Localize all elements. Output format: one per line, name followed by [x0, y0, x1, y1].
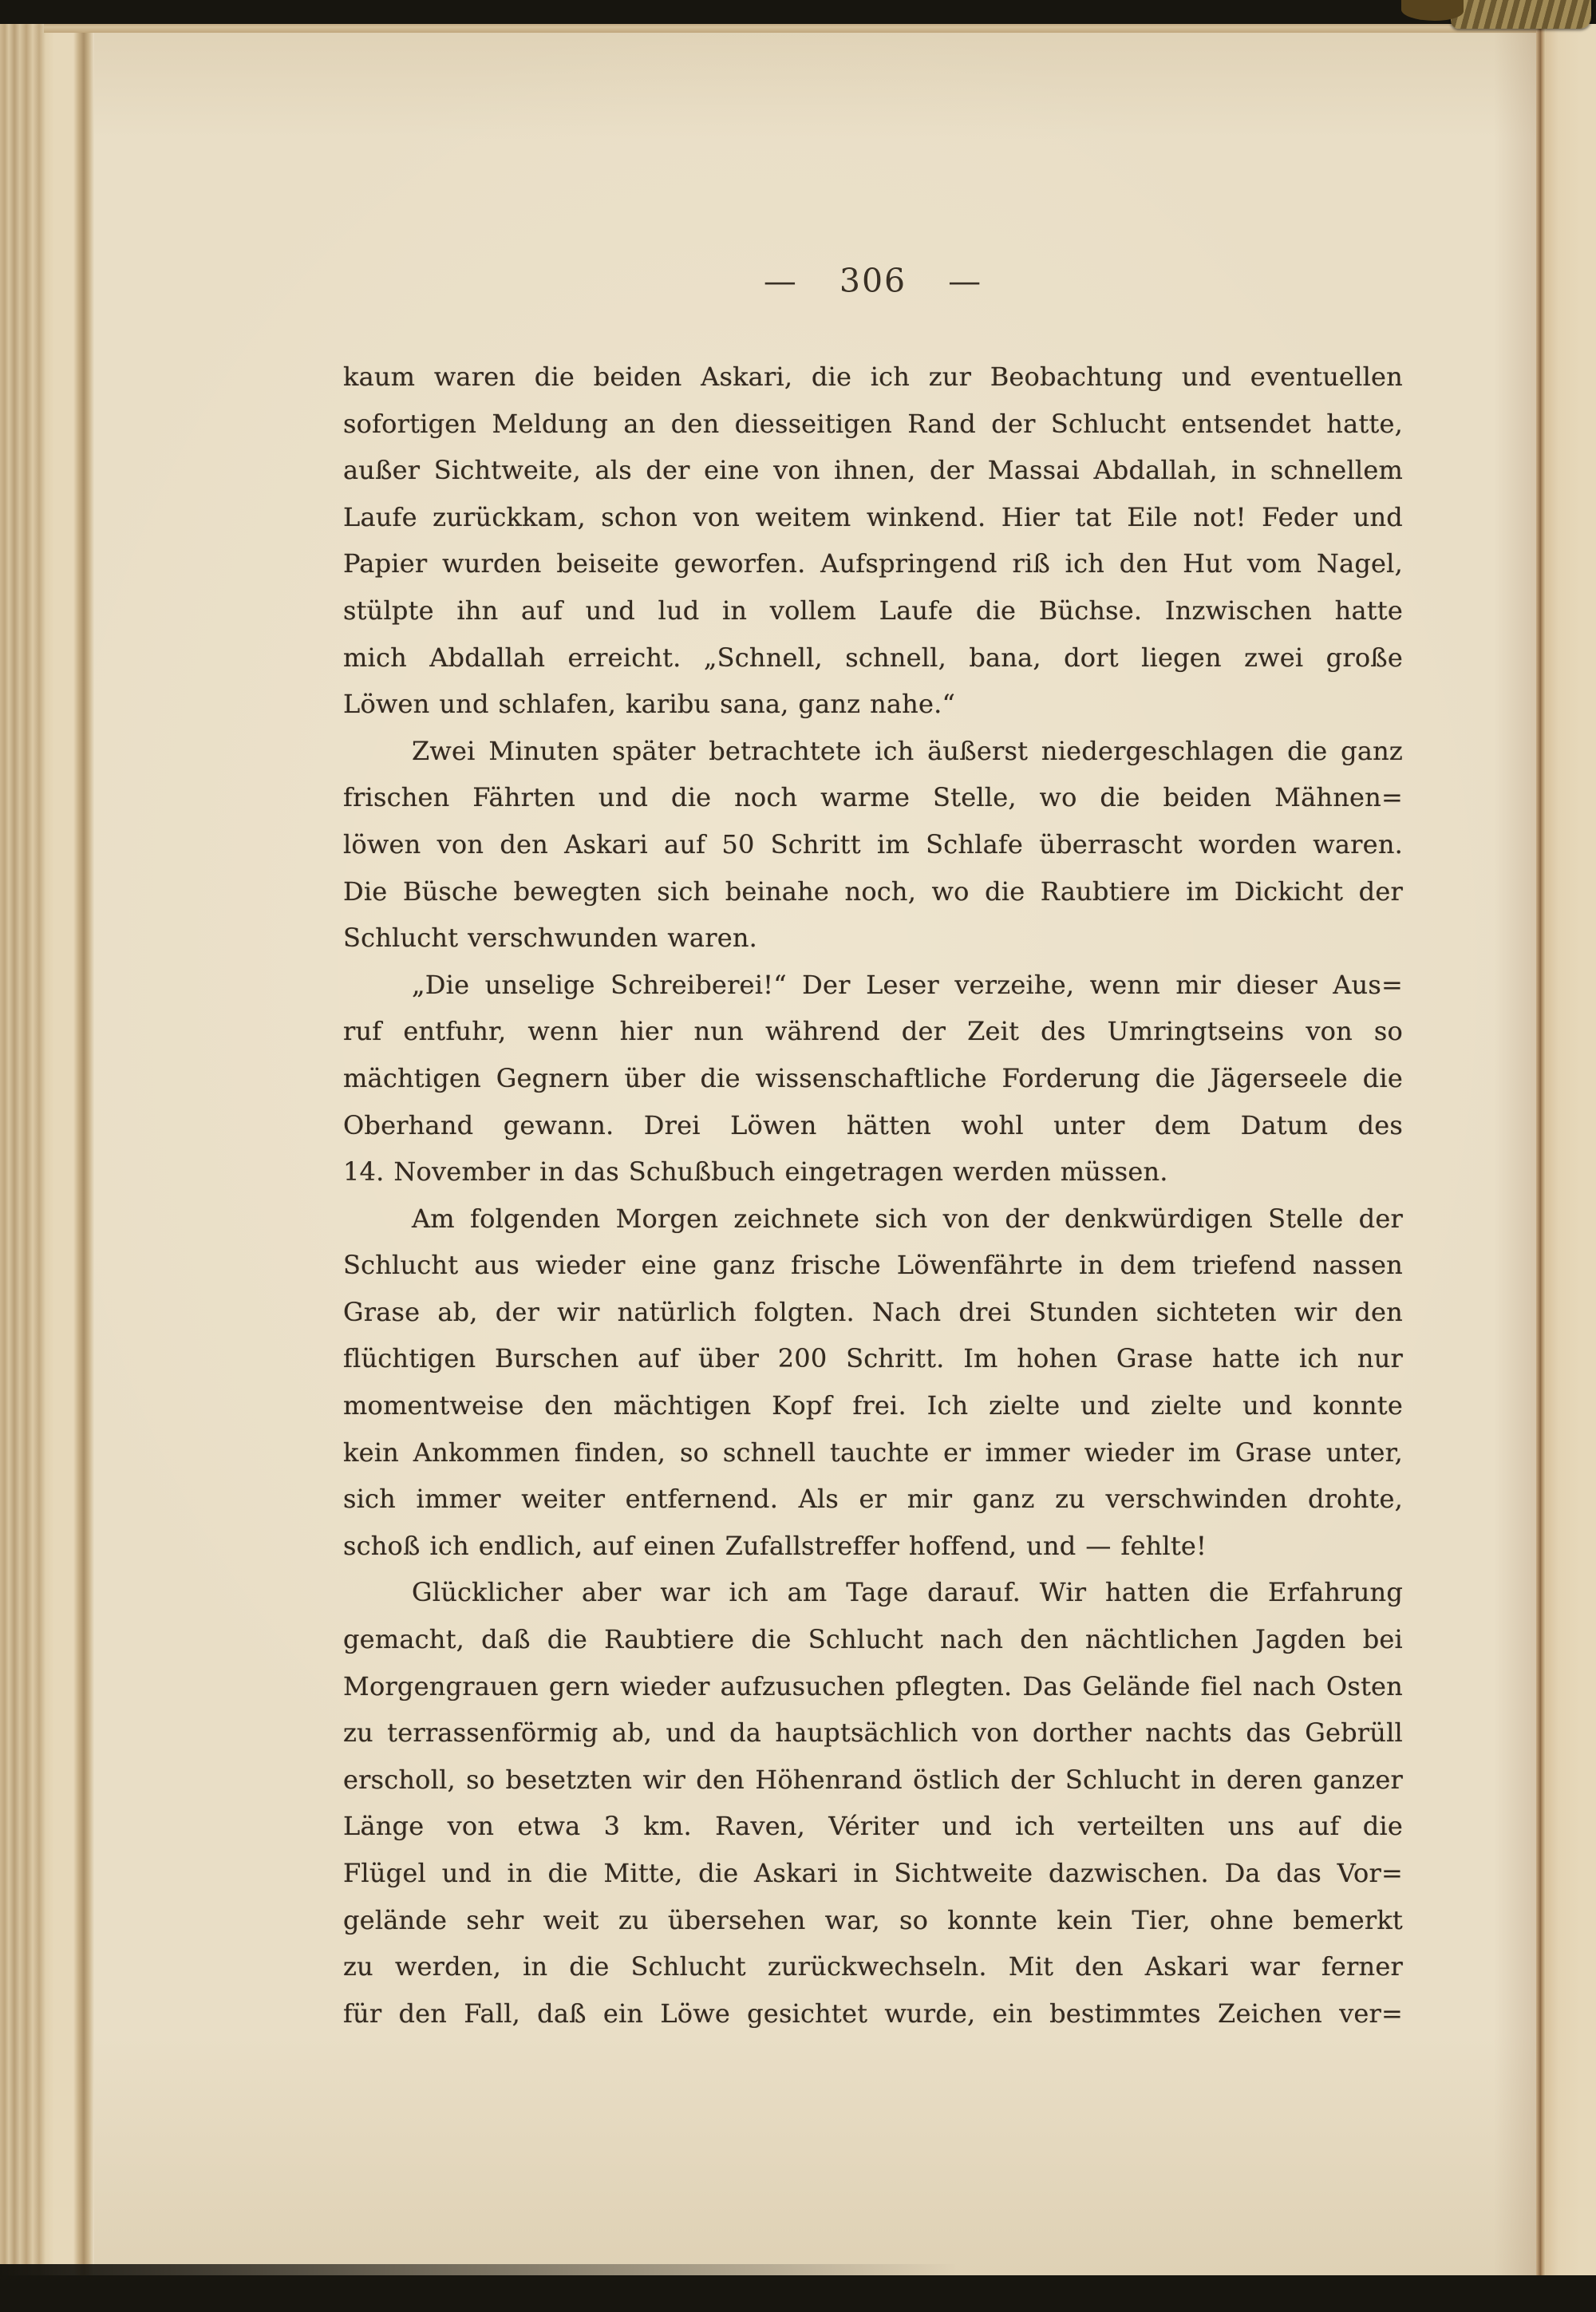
page-header — [343, 262, 1403, 300]
text-line: „Die unselige Schreiberei!“ Der Leser verzeihe, wenn mir dieser Aus= — [412, 969, 1403, 1000]
text-line: Papier wurden beiseite geworfen. Aufspringend riß ich den Hut vom Nagel, — [343, 548, 1403, 579]
text-line: löwen von den Askari auf 50 Schritt im Schlafe überrascht worden waren. — [343, 828, 1403, 860]
text-line: momentweise den mächtigen Kopf frei. Ich zielte und zielte und konnte — [343, 1390, 1403, 1421]
text-line: kaum waren die beiden Askari, die ich zur Beobachtung und eventuellen — [343, 362, 1403, 392]
text-line: gelände sehr weit zu übersehen war, so konnte kein Tier, ohne bemerkt — [343, 1904, 1403, 1935]
text-line: zu werden, in die Schlucht zurückwechseln. Mit den Askari war ferner — [343, 1951, 1403, 1982]
paragraph — [343, 354, 1403, 728]
text-line: 14. November in das Schußbuch eingetragen werden müssen. — [343, 1156, 1168, 1188]
text-line: gemacht, daß die Raubtiere die Schlucht nach den nächtlichen Jagden bei — [343, 1624, 1403, 1655]
paragraph — [343, 1196, 1403, 1570]
text-line: sich immer weiter entfernend. Als er mir ganz zu verschwinden drohte, — [343, 1484, 1403, 1515]
text-line: schoß ich endlich, auf einen Zufallstreffer hoffend, und — fehlte! — [343, 1530, 1207, 1561]
text-line: Laufe zurückkam, schon von weitem winkend. Hier tat Eile not! Feder und — [343, 501, 1403, 532]
text-line: Löwen und schlafen, karibu sana, ganz nahe.“ — [343, 689, 956, 720]
text-line: Grase ab, der wir natürlich folgten. Nach drei Stunden sichteten wir den — [343, 1296, 1403, 1327]
text-line: Am folgenden Morgen zeichnete sich von der denkwürdigen Stelle der — [412, 1203, 1403, 1234]
text-line: für den Fall, daß ein Löwe gesichtet wurde, ein bestimmtes Zeichen ver= — [343, 1998, 1403, 2029]
photo-background-bottom-band — [0, 2275, 1596, 2312]
text-line: Glücklicher aber war ich am Tage darauf. Wir hatten die Erfahrung — [412, 1577, 1403, 1608]
text-line: Morgengrauen gern wieder aufzusuchen pflegten. Das Gelände fiel nach Osten — [343, 1670, 1403, 1701]
text-line: frischen Fährten und die noch warme Stelle, wo die beiden Mähnen= — [343, 782, 1403, 813]
text-line: ruf entfuhr, wenn hier nun während der Zeit des Umringtseins von so — [343, 1016, 1403, 1047]
page-number-dash-left: — — [763, 262, 798, 300]
text-block — [343, 354, 1403, 2037]
text-line: flüchtigen Burschen auf über 200 Schritt. Im hohen Grase hatte ich nur — [343, 1343, 1403, 1374]
page-number: 306 — [839, 262, 907, 300]
text-line: Flügel und in die Mitte, die Askari in Sichtweite dazwischen. Da das Vor= — [343, 1858, 1403, 1888]
text-line: mich Abdallah erreicht. „Schnell, schnell, bana, dort liegen zwei große — [343, 642, 1403, 673]
text-line: zu terrassenförmig ab, und da hauptsächlich von dorther nachts das Gebrüll — [343, 1717, 1403, 1749]
text-line: erscholl, so besetzten wir den Höhenrand östlich der Schlucht in deren ganzer — [343, 1764, 1403, 1795]
text-line: Schlucht aus wieder eine ganz frische Löwenfährte in dem triefend nassen — [343, 1250, 1403, 1281]
adjacent-page — [1546, 24, 1596, 2275]
text-line: mächtigen Gegnern über die wissenschaftliche Forderung die Jägerseele die — [343, 1062, 1403, 1093]
paragraph — [343, 962, 1403, 1196]
paragraph — [343, 728, 1403, 962]
text-line: sofortigen Meldung an den diesseitigen Rand der Schlucht entsendet hatte, — [343, 408, 1403, 439]
gutter-fold-line — [1536, 24, 1546, 2280]
page-number-dash-right: — — [948, 262, 983, 300]
text-line: außer Sichtweite, als der eine von ihnen, der Massai Abdallah, in schnellem — [343, 455, 1403, 486]
text-line: Schlucht verschwunden waren. — [343, 923, 758, 954]
text-line: Zwei Minuten später betrachtete ich äußerst niedergeschlagen die ganz — [412, 735, 1403, 766]
text-line: Länge von etwa 3 km. Raven, Vériter und ich verteilten uns auf die — [343, 1811, 1403, 1842]
text-line: Oberhand gewann. Drei Löwen hätten wohl unter dem Datum des — [343, 1109, 1403, 1140]
text-line: Die Büsche bewegten sich beinahe noch, wo die Raubtiere im Dickicht der — [343, 875, 1403, 907]
paragraph — [343, 1569, 1403, 2037]
book-headband — [1451, 0, 1591, 29]
book-page-edges-left — [0, 22, 94, 2277]
gutter-shadow — [1494, 24, 1536, 2275]
text-line: stülpte ihn auf und lud in vollem Laufe die Büchse. Inzwischen hatte — [343, 595, 1403, 626]
text-line: kein Ankommen finden, so schnell tauchte er immer wieder im Grase unter, — [343, 1437, 1403, 1468]
photo-background-top-band — [0, 0, 1596, 24]
